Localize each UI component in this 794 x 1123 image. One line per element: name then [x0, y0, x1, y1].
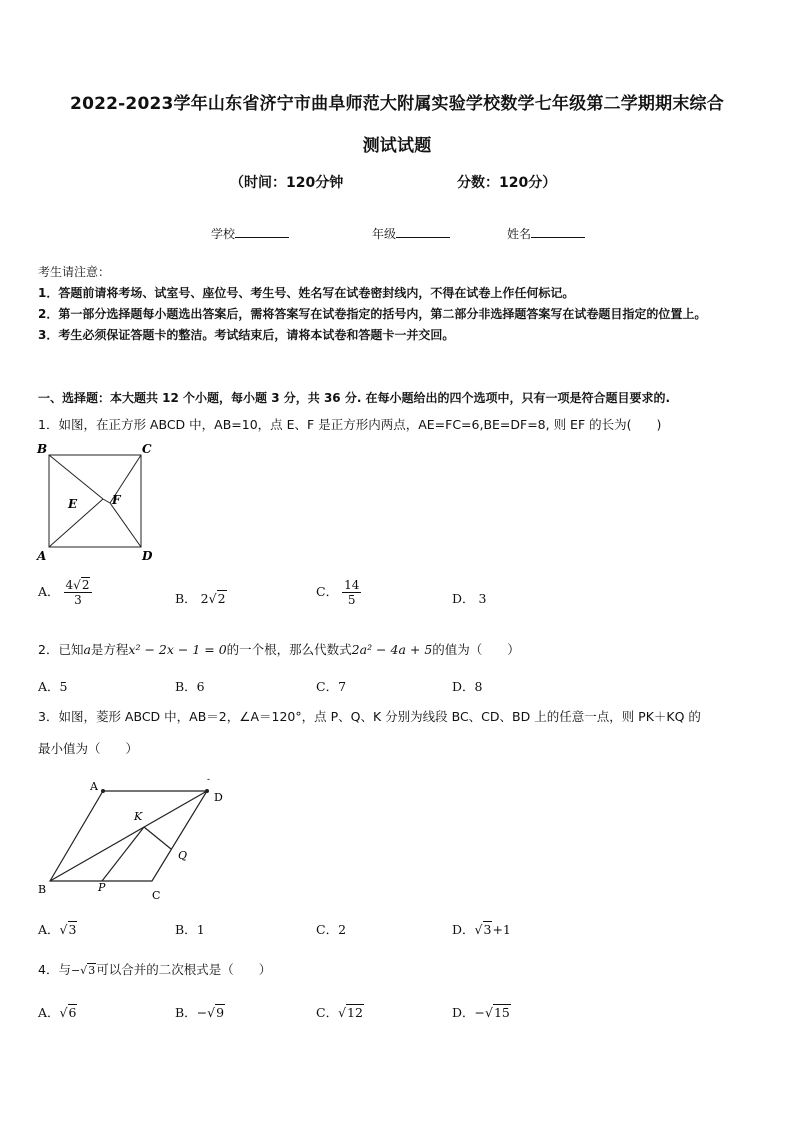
- q1-option-c-label: C．: [316, 584, 339, 599]
- q1-c-den: 5: [347, 593, 356, 607]
- q1-a-rad: 2: [81, 578, 90, 592]
- segment-kq: [144, 827, 171, 849]
- q4-b-rad: 9: [216, 1005, 225, 1020]
- section-heading: 一、选择题：本大题共 12 个小题，每小题 3 分，共 36 分. 在每小题给出的四个选项中，只有一项是符合题目要求的.: [38, 391, 671, 405]
- q1-option-d[interactable]: [452, 589, 486, 607]
- q4-suffix: 可以合并的二次根式是（ ）: [96, 962, 272, 977]
- q4-expression: −√3: [70, 964, 96, 977]
- q1-option-d-label: D．: [452, 591, 475, 606]
- q3-d-tail: +1: [492, 922, 511, 937]
- q3-option-b[interactable]: [175, 920, 205, 938]
- q1-a-num: 4: [65, 578, 74, 592]
- school-label: 学校: [211, 227, 236, 241]
- q4-c-rad: 12: [347, 1005, 363, 1020]
- q1-b-coef: 2: [200, 591, 209, 606]
- q4-b-sign: −: [196, 1005, 208, 1020]
- q3-option-a[interactable]: A．√3: [38, 922, 77, 937]
- notice-item-2: 2．第一部分选择题每小题选出答案后，需将答案写在试卷指定的括号内，第二部分非选择题答案写在试卷题目指定的位置上。: [38, 307, 707, 321]
- label-dash: -: [207, 776, 211, 785]
- q4-option-b-label: B．: [175, 1005, 197, 1020]
- q1-b-rad: 2: [217, 591, 226, 606]
- notice-item-1: 1．答题前请将考场、试室号、座位号、考生号、姓名写在试卷密封线内，不得在试卷上作任何标记。: [38, 286, 575, 300]
- q4-expr-rad: 3: [88, 964, 96, 977]
- name-blank: [531, 225, 585, 238]
- q4-option-c-label: C．: [316, 1005, 339, 1020]
- q3-d-rad: 3: [483, 922, 492, 937]
- exam-score: 分数：120分）: [457, 175, 557, 191]
- q4-option-c[interactable]: C．√12: [316, 1005, 363, 1020]
- page-title: 2022-2023学年山东省济宁市曲阜师范大附属实验学校数学七年级第二学期期末综合: [70, 94, 724, 114]
- segment-fd: [110, 503, 141, 547]
- q4-a-rad: 6: [68, 1005, 77, 1020]
- q4-option-a[interactable]: A．√6: [38, 1005, 77, 1020]
- question-3-line1: 3．如图，菱形 ABCD 中，AB＝2，∠A＝120°，点 P、Q、K 分别为线段 BC、CD、BD 上的任意一点，则 PK＋KQ 的: [38, 709, 701, 724]
- q3-option-d[interactable]: D．√3+1: [452, 922, 511, 937]
- segment-ef: [103, 499, 110, 503]
- grade-field: [372, 225, 450, 242]
- segment-pk: [102, 827, 144, 881]
- q2-prefix: 2．已知: [38, 642, 84, 657]
- q1-option-a-label: A．: [38, 584, 60, 599]
- label-a: A: [90, 780, 98, 793]
- q3-option-c-label: C．: [316, 922, 339, 937]
- q3-option-c[interactable]: [316, 920, 346, 938]
- q4-option-d[interactable]: D．−√15: [452, 1005, 510, 1020]
- label-c: C: [142, 442, 152, 456]
- label-f: F: [112, 493, 121, 507]
- page-title-line2: 测试试题: [362, 136, 432, 156]
- q1-d-val: 3: [478, 591, 487, 606]
- label-b: B: [38, 883, 47, 896]
- question-2-text: [38, 640, 768, 658]
- q4-option-b[interactable]: B．−√9: [175, 1005, 225, 1020]
- q2-expression: 2a² − 4a + 5: [351, 642, 433, 657]
- question-1-text: 1．如图，在正方形 ABCD 中，AB=10，点 E、F 是正方形内两点，AE=FC=6,BE=DF=8, 则 EF 的长为( ): [38, 417, 662, 432]
- exam-time: （时间：120分钟: [230, 175, 344, 191]
- label-d: D: [214, 791, 223, 804]
- q3-c-val: 2: [338, 922, 347, 937]
- q1-option-c[interactable]: [316, 578, 361, 607]
- point-a-dot: [101, 789, 105, 793]
- q2-suffix: 的值为（ ）: [432, 642, 520, 657]
- q3-option-a-label: A．: [38, 922, 60, 937]
- grade-blank: [396, 225, 450, 238]
- label-b: B: [37, 442, 48, 456]
- q2-option-b[interactable]: B．6: [175, 679, 205, 694]
- q1-option-b-label: B．: [175, 591, 197, 606]
- notice-heading: 考生请注意：: [38, 265, 111, 279]
- notice-block: [38, 262, 760, 346]
- q2-option-d[interactable]: D．8: [452, 679, 483, 694]
- notice-item-3: 3．考生必须保证答题卡的整洁。考试结束后，请将本试卷和答题卡一并交回。: [38, 328, 455, 342]
- q1-option-c-fraction: [342, 578, 361, 607]
- label-p: P: [98, 881, 106, 894]
- q4-option-a-label: A．: [38, 1005, 60, 1020]
- q3-a-rad: 3: [68, 922, 77, 937]
- diagonal-bd: [50, 791, 207, 881]
- q2-option-c[interactable]: C．7: [316, 679, 347, 694]
- segment-be: [49, 455, 103, 499]
- label-a: A: [37, 549, 47, 563]
- q1-a-den: 3: [74, 593, 82, 607]
- q4-d-rad: 15: [493, 1005, 510, 1020]
- q2-var-a: a: [83, 642, 91, 657]
- label-q: Q: [178, 849, 188, 862]
- q2-option-a[interactable]: A．5: [38, 679, 68, 694]
- q4-prefix: 4．与: [38, 962, 71, 977]
- name-label: 姓名: [507, 227, 532, 241]
- school-field: [211, 225, 289, 242]
- label-k: K: [134, 810, 143, 823]
- q2-equation: x² − 2x − 1 = 0: [128, 642, 227, 657]
- q3-option-b-label: B．: [175, 922, 197, 937]
- q2-mid1: 是方程: [90, 642, 129, 657]
- q1-option-a-fraction: $\frac{4√2}{3}$: [64, 578, 93, 607]
- label-d: D: [142, 549, 153, 563]
- q4-d-sign: −: [474, 1005, 486, 1020]
- grade-label: 年级: [372, 227, 397, 241]
- q2-mid2: 的一个根，那么代数式: [226, 642, 352, 657]
- label-c: C: [152, 889, 161, 902]
- q4-option-d-label: D．: [452, 1005, 475, 1020]
- question-4-text: [38, 960, 768, 978]
- q3-b-val: 1: [196, 922, 205, 937]
- question-3-line2: 最小值为（ ）: [38, 741, 139, 756]
- question-3-figure: [34, 776, 234, 906]
- q3-option-d-label: D．: [452, 922, 475, 937]
- q1-option-b[interactable]: B． 2√2: [175, 591, 226, 606]
- q4-expr-sign: −: [70, 964, 81, 977]
- question-1-figure: [36, 438, 160, 566]
- label-e: E: [68, 497, 78, 511]
- q1-option-a[interactable]: [38, 578, 92, 607]
- q1-c-num: 14: [344, 578, 360, 592]
- school-blank: [235, 225, 289, 238]
- square-abcd: [49, 455, 141, 547]
- name-field: [507, 225, 585, 242]
- point-d-dot: [205, 789, 209, 793]
